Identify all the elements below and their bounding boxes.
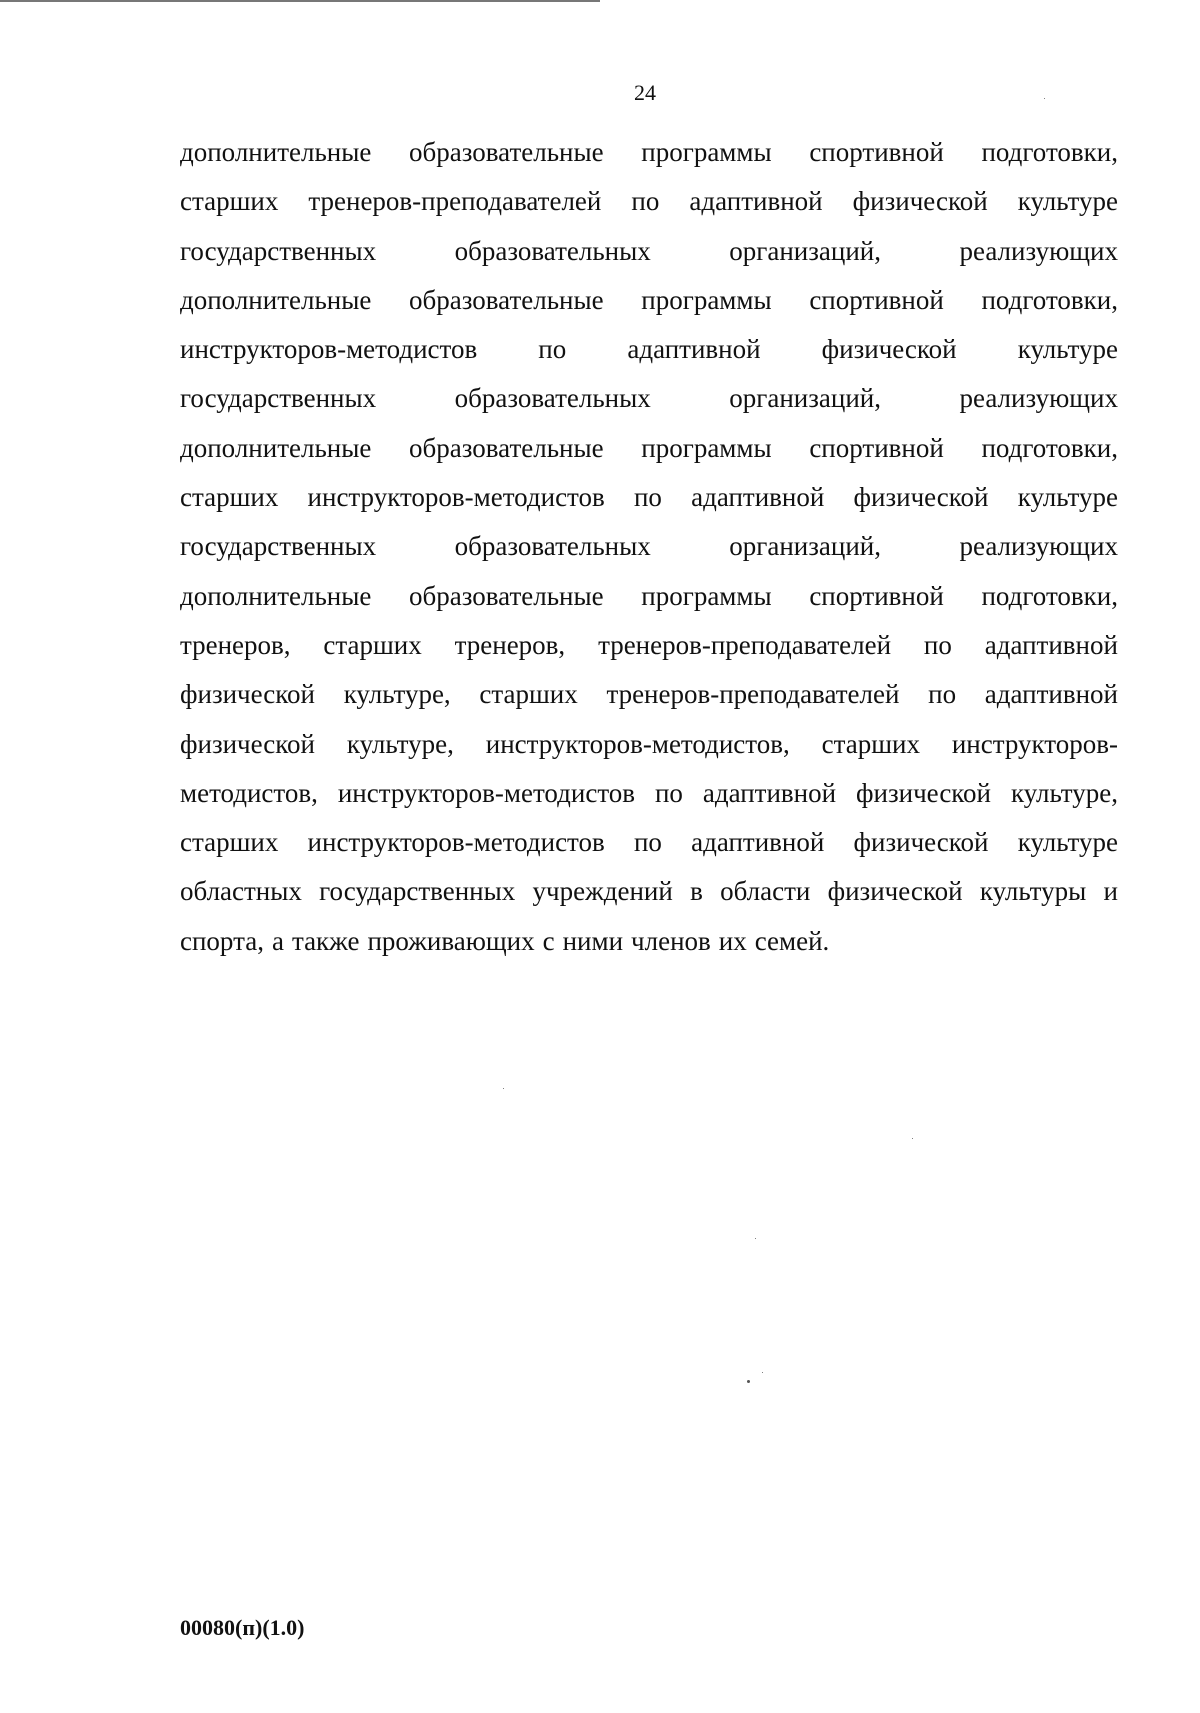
word: адаптивной <box>984 679 1118 710</box>
word: адаптивной <box>984 629 1118 660</box>
word: старших <box>821 728 920 759</box>
word: старших <box>323 629 422 660</box>
text-line <box>180 621 1118 670</box>
word: тренеров-преподавателей <box>308 186 602 217</box>
text-line <box>180 917 1118 966</box>
word: по <box>631 186 660 217</box>
word: организаций, <box>729 383 881 414</box>
word: государственных <box>180 531 377 562</box>
word: старших <box>479 679 578 710</box>
word: образовательных <box>454 383 651 414</box>
word: с <box>542 925 555 956</box>
word: дополнительные <box>180 432 372 463</box>
word: в <box>690 876 703 907</box>
text-line <box>180 325 1118 374</box>
word: также <box>291 925 360 956</box>
word: тренеров, <box>180 629 291 660</box>
top-edge-rule <box>0 0 600 2</box>
word: подготовки, <box>981 137 1118 167</box>
word: образовательные <box>409 137 604 167</box>
word: физической <box>853 482 989 513</box>
scan-speck <box>1044 98 1045 99</box>
word: тренеров, <box>454 629 566 660</box>
word: культуре, <box>1010 777 1118 808</box>
word: по <box>654 777 683 808</box>
word: культуре <box>1017 186 1118 217</box>
word: культуре, <box>343 679 451 710</box>
word: программы <box>641 137 772 167</box>
word: методистов, <box>180 777 318 808</box>
text-line <box>180 867 1118 916</box>
word: культуре <box>1017 482 1118 513</box>
text-line <box>180 522 1118 571</box>
word: образовательных <box>454 531 651 562</box>
word: организаций, <box>729 235 881 266</box>
word: физической <box>853 827 989 858</box>
document-code: 00080(п)(1.0) <box>180 1615 305 1640</box>
text-line <box>180 473 1118 522</box>
word: по <box>923 629 952 660</box>
word: тренеров-преподавателей <box>606 679 900 710</box>
text-line <box>180 720 1118 769</box>
word: физической <box>180 728 315 759</box>
word: физической <box>856 777 992 808</box>
word: культуре <box>1017 827 1118 858</box>
word: культуре, <box>346 728 454 759</box>
word: адаптивной <box>691 827 825 858</box>
word: адаптивной <box>691 482 825 513</box>
text-line <box>180 276 1118 325</box>
word: и <box>1103 876 1118 907</box>
word: старших <box>180 827 279 858</box>
word: инструкторов-методистов, <box>485 728 790 759</box>
word: подготовки, <box>981 432 1118 463</box>
word: адаптивной <box>702 777 837 808</box>
text-line <box>180 572 1118 621</box>
text-line <box>180 227 1118 276</box>
word: а <box>271 925 284 956</box>
word: образовательные <box>409 284 604 315</box>
word: спорта, <box>180 925 264 956</box>
word: дополнительные <box>180 137 372 167</box>
body-text <box>180 128 1118 966</box>
text-line <box>180 818 1118 867</box>
word: адаптивной <box>627 334 761 365</box>
word: образовательных <box>454 235 651 266</box>
text-line <box>180 769 1118 818</box>
word: реализующих <box>959 531 1118 562</box>
text-line <box>180 177 1118 226</box>
word: программы <box>641 432 772 463</box>
word: государственных <box>319 876 516 907</box>
word: учреждений <box>532 876 673 907</box>
word: реализующих <box>959 383 1118 414</box>
word: государственных <box>180 235 377 266</box>
word: физической <box>821 334 957 365</box>
word: физической <box>852 186 988 217</box>
word: области <box>720 876 811 907</box>
text-line <box>180 128 1118 177</box>
word: спортивной <box>809 580 944 611</box>
word: физической <box>180 679 315 710</box>
word: организаций, <box>729 531 881 562</box>
word: подготовки, <box>981 284 1118 315</box>
word: инструкторов-методистов <box>180 334 478 365</box>
word: культуры <box>979 876 1087 907</box>
word: по <box>633 827 662 858</box>
scan-speck <box>747 1380 750 1383</box>
page-number: 24 <box>634 80 656 105</box>
word: дополнительные <box>180 284 372 315</box>
word: по <box>633 482 662 513</box>
word: образовательные <box>409 580 604 611</box>
word: культуре <box>1017 334 1118 365</box>
word: государственных <box>180 383 377 414</box>
word: областных <box>180 876 302 907</box>
word: инструкторов-методистов <box>307 482 605 513</box>
scan-speck <box>755 1238 756 1239</box>
word: семей. <box>754 925 830 956</box>
word: программы <box>641 580 772 611</box>
word: спортивной <box>809 284 944 315</box>
word: физической <box>827 876 963 907</box>
text-line <box>180 374 1118 423</box>
scan-speck <box>503 1088 504 1089</box>
word: подготовки, <box>981 580 1118 611</box>
word: по <box>928 679 957 710</box>
word: программы <box>641 284 772 315</box>
word: инструкторов- <box>951 728 1118 759</box>
scan-speck <box>912 1138 913 1139</box>
text-line <box>180 424 1118 473</box>
word: адаптивной <box>689 186 823 217</box>
word: по <box>538 334 567 365</box>
word: реализующих <box>959 235 1118 266</box>
word: инструкторов-методистов <box>307 827 605 858</box>
word: инструкторов-методистов <box>337 777 636 808</box>
word: старших <box>180 482 279 513</box>
word: спортивной <box>809 137 944 167</box>
word: их <box>718 925 747 956</box>
word: ними <box>562 925 624 956</box>
text-line <box>180 670 1118 719</box>
word: членов <box>631 925 711 956</box>
word: спортивной <box>809 432 944 463</box>
word: образовательные <box>409 432 604 463</box>
word: проживающих <box>367 925 535 956</box>
word: старших <box>180 186 279 217</box>
word: тренеров-преподавателей <box>598 629 892 660</box>
word: дополнительные <box>180 580 372 611</box>
scan-speck <box>762 1372 763 1373</box>
